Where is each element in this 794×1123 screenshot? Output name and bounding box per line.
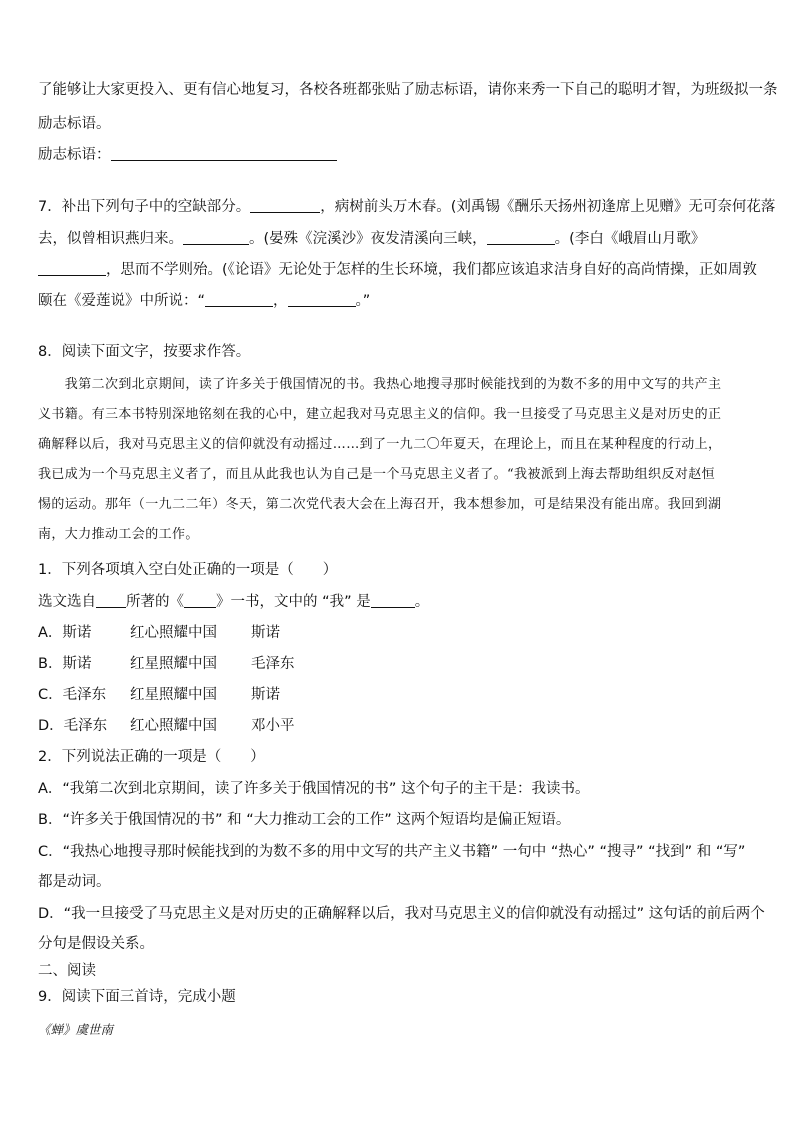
q8-sub1-fill-line xyxy=(38,592,429,612)
q8-sub1-fill-a: 选文选自 xyxy=(38,594,96,610)
q7-text-2b: 。(晏殊《浣溪沙》夜发清溪向三峡， xyxy=(249,231,487,247)
option-a-book: 红心照耀中国 xyxy=(130,625,217,641)
q7-text-1b: ，病树前头万木春。(刘禹锡《酬乐天扬州初逢席上见赠》无可奈何花落 xyxy=(320,199,776,215)
q7-line-2 xyxy=(38,229,705,249)
q8-sub2-stem: 2．下列说法正确的一项是（ ） xyxy=(38,749,265,765)
option-c-book: 红星照耀中国 xyxy=(130,687,217,703)
option-b-label: B．斯诺 xyxy=(38,656,92,672)
q7-blank-5 xyxy=(205,291,273,307)
q7-text-2c: 。(李白《峨眉山月歌》 xyxy=(554,231,706,247)
q6-answer xyxy=(38,145,337,165)
q8-sub1-blank-2 xyxy=(184,592,216,608)
q7-line-3 xyxy=(38,260,757,280)
q8-sub1-blank-1 xyxy=(96,592,126,608)
q6-answer-blank xyxy=(111,145,337,161)
q8-excerpt-line-2: 义书籍。有三本书特别深地铭刻在我的心中，建立起我对马克思主义的信仰。我一旦接受了马克思主义是对历史的正 xyxy=(38,407,722,422)
q8-sub2-option-c-line-1: C．“我热心地搜寻那时候能找到的为数不多的用中文写的共产主义书籍” 一句中 “热心” “搜寻” “找到” 和 “写” xyxy=(38,844,746,860)
option-a-label: A．斯诺 xyxy=(38,625,92,641)
option-c-person: 斯诺 xyxy=(251,687,280,703)
q7-blank-4 xyxy=(38,260,106,276)
q7-text-4c: 。” xyxy=(355,293,371,309)
q7-line-1 xyxy=(38,197,775,217)
q8-sub1-fill-d: 。 xyxy=(414,594,430,610)
q8-sub2-option-d-line-2: 分句是假设关系。 xyxy=(38,936,154,952)
q7-text-1a: 7．补出下列句子中的空缺部分。 xyxy=(38,199,251,215)
q7-blank-1 xyxy=(250,197,320,213)
q8-excerpt-line-5: 惕的运动。那年（一九二二年）冬天，第二次党代表大会在上海召开，我本想参加，可是结果没有能出席。我回到湖 xyxy=(38,497,722,512)
section-2-heading: 二、阅读 xyxy=(38,963,96,979)
q8-sub1-stem: 1．下列各项填入空白处正确的一项是（ ） xyxy=(38,562,338,578)
q8-excerpt-line-6: 南，大力推动工会的工作。 xyxy=(38,527,199,542)
q8-sub1-option-d xyxy=(38,716,295,736)
q8-sub1-fill-b: 所著的《 xyxy=(126,594,184,610)
q8-sub2-option-d-line-1: D．“我一旦接受了马克思主义是对历史的正确解释以后，我对马克思主义的信仰就没有动摇过” 这句话的前后两个 xyxy=(38,906,765,922)
q9-stem: 9．阅读下面三首诗，完成小题 xyxy=(38,989,236,1005)
q7-text-2a: 去，似曾相识燕归来。 xyxy=(38,231,183,247)
q8-sub1-option-a xyxy=(38,623,280,643)
q7-blank-3 xyxy=(487,229,555,245)
q7-blank-2 xyxy=(183,229,249,245)
q8-sub1-fill-c: 》一书，文中的 “我” 是 xyxy=(216,594,371,610)
q8-sub1-option-c xyxy=(38,685,280,705)
q8-sub2-option-c-line-2: 都是动词。 xyxy=(38,874,111,890)
option-d-person: 邓小平 xyxy=(251,718,295,734)
q8-sub2-option-a: A．“我第二次到北京期间，读了许多关于俄国情况的书” 这个句子的主干是：我读书。 xyxy=(38,781,590,797)
q7-text-3a: ，思而不学则殆。(《论语》无论处于怎样的生长环境，我们都应该追求洁身自好的高尚情操，正如周敦 xyxy=(106,262,757,278)
q8-heading: 8．阅读下面文字，按要求作答。 xyxy=(38,344,251,360)
option-c-label: C．毛泽东 xyxy=(38,687,107,703)
q8-sub1-option-b xyxy=(38,654,295,674)
q8-excerpt-line-4: 我已成为一个马克思主义者了，而且从此我也认为自己是一个马克思主义者了。“我被派到上海去帮助组织反对赵恒 xyxy=(38,467,716,482)
q7-text-4b: ， xyxy=(273,293,288,309)
option-d-label: D．毛泽东 xyxy=(38,718,108,734)
option-b-person: 毛泽东 xyxy=(251,656,295,672)
q6-answer-label: 励志标语： xyxy=(38,147,111,163)
q6-line-1: 了能够让大家更投入、更有信心地复习，各校各班都张贴了励志标语，请你来秀一下自己的聪明才智，为班级拟一条 xyxy=(38,82,778,98)
q7-line-4 xyxy=(38,291,370,311)
q7-blank-6 xyxy=(288,291,356,307)
option-d-book: 红心照耀中国 xyxy=(130,718,217,734)
q7-text-4a: 颐在《爱莲说》中所说：“ xyxy=(38,293,206,309)
q8-excerpt-line-1: 我第二次到北京期间，读了许多关于俄国情况的书。我热心地搜寻那时候能找到的为数不多的用中文写的共产主 xyxy=(38,377,722,392)
q8-excerpt-line-3: 确解释以后，我对马克思主义的信仰就没有动摇过……到了一九二〇年夏天，在理论上，而且在某种程度的行动上， xyxy=(38,437,722,452)
q8-sub1-blank-3 xyxy=(371,592,415,608)
q6-line-2: 励志标语。 xyxy=(38,116,111,132)
poem-title: 《蝉》虞世南 xyxy=(38,1022,114,1037)
option-a-person: 斯诺 xyxy=(251,625,280,641)
option-b-book: 红星照耀中国 xyxy=(130,656,217,672)
q8-sub2-option-b: B．“许多关于俄国情况的书” 和 “大力推动工会的工作” 这两个短语均是偏正短语。 xyxy=(38,812,571,828)
